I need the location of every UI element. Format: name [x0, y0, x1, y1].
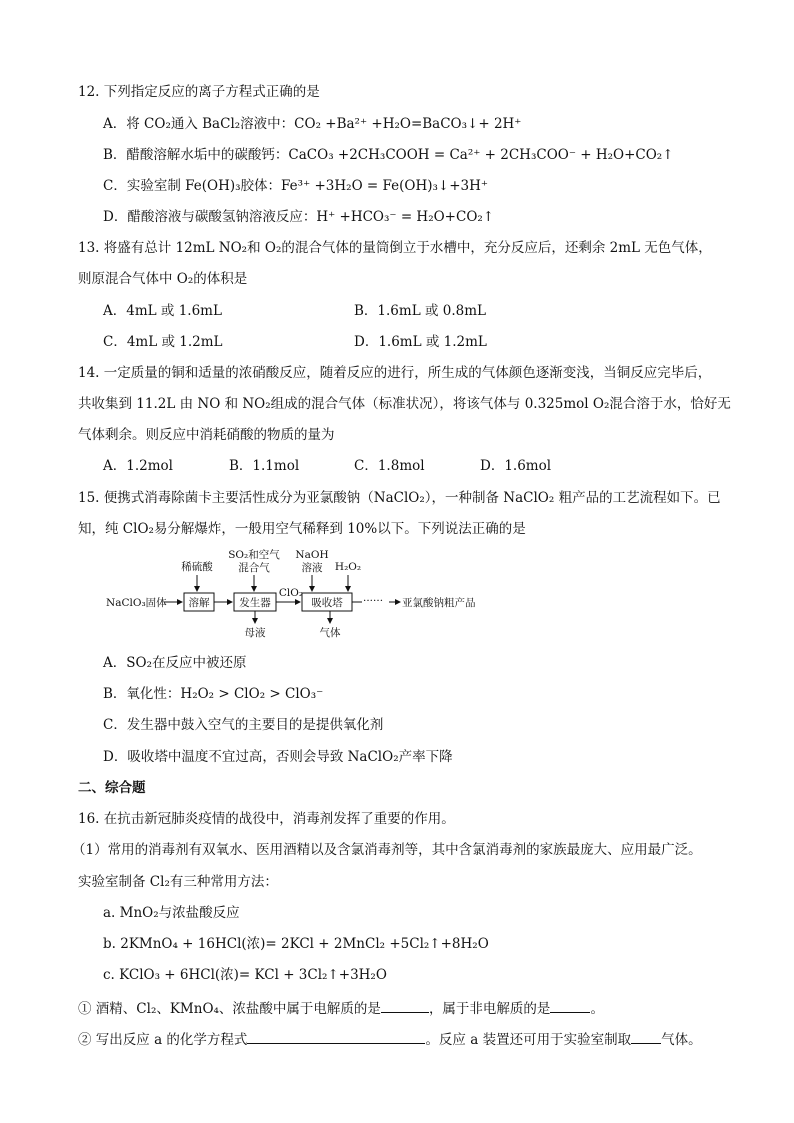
reagent-h2o2: H₂O₂ — [334, 561, 362, 573]
q12-option-d — [103, 208, 494, 226]
item1-text-b: ，属于非电解质的是 — [428, 1001, 551, 1017]
item2-text-a: ② 写出反应 a 的化学方程式 — [78, 1032, 248, 1048]
box-absorber-label: 吸收塔 — [311, 597, 343, 609]
item1-text-a: ① 酒精、Cl₂、KMnO₄、浓盐酸中属于电解质的是 — [78, 1001, 381, 1017]
option-label: D． — [103, 209, 128, 225]
q13-option-a — [103, 302, 222, 320]
input-naclo3-solid: NaClO₃固体 — [106, 597, 167, 609]
q14-option-c — [354, 457, 425, 475]
q13-stem-line2: 则原混合气体中 O₂的体积是 — [78, 271, 248, 287]
dots-continuation: ······ — [363, 595, 384, 607]
q12-stem: 12. 下列指定反应的离子方程式正确的是 — [78, 84, 320, 100]
option-label: B． — [354, 303, 378, 319]
q14-stem-line1: 14. 一定质量的铜和适量的浓硝酸反应，随着反应的进行，所生成的气体颜色逐渐变浅，当铜反应完毕后， — [78, 365, 712, 381]
option-label: A． — [103, 655, 127, 671]
option-text: 醋酸溶解水垢中的碳酸钙：CaCO₃ +2CH₃COOH = Ca²⁺ + 2CH₃COO⁻ + H₂O+CO₂↑ — [126, 147, 674, 163]
option-text: 将 CO₂通入 BaCl₂溶液中：CO₂ +Ba²⁺ +H₂O=BaCO₃↓+ 2H⁺ — [126, 116, 522, 132]
label-clo2: ClO₂ — [278, 587, 304, 599]
product-label: 亚氯酸钠粗产品 — [402, 597, 476, 609]
option-label: C． — [103, 334, 127, 350]
option-text: 氧化性：H₂O₂ > ClO₂ > ClO₃⁻ — [126, 686, 324, 702]
q12-option-c — [103, 177, 488, 195]
q16-part1-line2: 实验室制备 Cl₂有三种常用方法： — [78, 874, 278, 890]
option-text: 吸收塔中温度不宜过高，否则会导致 NaClO₂产率下降 — [127, 749, 453, 765]
option-label: B． — [229, 458, 253, 474]
answer-blank[interactable] — [247, 1029, 425, 1044]
q16-method-b: b. 2KMnO₄ + 16HCl(浓)= 2KCl + 2MnCl₂ +5Cl₂↑+8H₂O — [103, 936, 489, 952]
answer-blank[interactable] — [631, 1029, 661, 1044]
q12-option-a — [103, 115, 521, 133]
option-label: B． — [103, 686, 127, 702]
q13-stem-line1: 13. 将盛有总计 12mL NO₂和 O₂的混合气体的量筒倒立于水槽中，充分反应后，还剩余 2mL 无色气体， — [78, 240, 712, 256]
q16-item2 — [78, 1029, 702, 1049]
option-label: C． — [103, 178, 127, 194]
q13-option-c — [103, 333, 223, 351]
option-label: C． — [103, 717, 127, 733]
reagent-so2-air-line2: 混合气 — [238, 562, 270, 574]
q15-stem-line2: 知，纯 ClO₂易分解爆炸，一般用空气稀释到 10%以下。下列说法正确的是 — [78, 521, 526, 537]
reagent-naoh-line1: NaOH — [295, 549, 329, 561]
q13-option-d — [354, 333, 487, 351]
option-text: 1.6mol — [504, 458, 552, 474]
q15-option-d — [103, 748, 453, 766]
option-label: A． — [103, 116, 127, 132]
option-text: 发生器中鼓入空气的主要目的是提供氧化剂 — [126, 717, 384, 733]
q14-option-d — [480, 457, 551, 475]
q16-item1 — [78, 998, 604, 1018]
option-text: 1.1mol — [252, 458, 300, 474]
item2-text-c: 气体。 — [661, 1032, 702, 1048]
option-label: A． — [103, 303, 127, 319]
q14-stem-line2: 共收集到 11.2L 由 NO 和 NO₂组成的混合气体（标准状况），将该气体与 0.325mol O₂混合溶于水，恰好无 — [78, 396, 731, 412]
q12-option-b — [103, 146, 674, 164]
option-label: D． — [354, 334, 379, 350]
q15-option-c — [103, 716, 383, 734]
option-text: 4mL 或 1.2mL — [126, 334, 223, 350]
output-gas: 气体 — [319, 627, 341, 638]
option-label: C． — [354, 458, 378, 474]
q13-option-b — [354, 302, 486, 320]
option-label: B． — [103, 147, 127, 163]
item2-text-b: 。反应 a 装置还可用于实验室制取 — [425, 1032, 632, 1048]
option-text: 醋酸溶液与碳酸氢钠溶液反应：H⁺ +HCO₃⁻ = H₂O+CO₂↑ — [127, 209, 495, 225]
option-label: D． — [480, 458, 505, 474]
output-mother-liquor: 母液 — [244, 627, 266, 638]
reagent-naoh-line2: 溶液 — [301, 562, 323, 574]
option-text: 实验室制 Fe(OH)₃胶体：Fe³⁺ +3H₂O = Fe(OH)₃↓+3H⁺ — [126, 178, 489, 194]
q14-option-b — [229, 457, 299, 475]
q16-stem: 16. 在抗击新冠肺炎疫情的战役中，消毒剂发挥了重要的作用。 — [78, 811, 455, 827]
item1-text-c: 。 — [590, 1001, 604, 1017]
option-label: A． — [103, 458, 127, 474]
q15-option-b — [103, 685, 323, 703]
q15-stem-line1: 15. 便携式消毒除菌卡主要活性成分为亚氯酸钠（NaClO₂），一种制备 NaClO₂ 粗产品的工艺流程如下。已 — [78, 490, 721, 506]
answer-blank[interactable] — [550, 998, 590, 1013]
option-text: 1.6mL 或 0.8mL — [377, 303, 486, 319]
q16-method-c: c. KClO₃ + 6HCl(浓)= KCl + 3Cl₂↑+3H₂O — [103, 967, 387, 983]
box-dissolve-label: 溶解 — [188, 597, 210, 609]
option-text: 1.6mL 或 1.2mL — [378, 334, 487, 350]
process-flow-diagram — [104, 546, 494, 638]
q14-stem-line3: 气体剩余。则反应中消耗硝酸的物质的量为 — [78, 427, 335, 443]
q16-method-a: a. MnO₂与浓盐酸反应 — [103, 905, 240, 921]
q15-option-a — [103, 654, 246, 672]
answer-blank[interactable] — [381, 998, 429, 1013]
option-text: SO₂在反应中被还原 — [126, 655, 247, 671]
reagent-so2-air-line1: SO₂和空气 — [228, 549, 280, 561]
q14-option-a — [103, 457, 173, 475]
q16-part1-line1: （1）常用的消毒剂有双氧水、医用酒精以及含氯消毒剂等，其中含氯消毒剂的家族最庞大、应用最广泛。 — [72, 842, 702, 858]
option-label: D． — [103, 749, 128, 765]
reagent-dilute-sulfuric-acid: 稀硫酸 — [181, 561, 213, 573]
section-heading: 二、综合题 — [78, 780, 146, 796]
option-text: 1.8mol — [377, 458, 425, 474]
box-generator-label: 发生器 — [239, 597, 271, 609]
option-text: 4mL 或 1.6mL — [126, 303, 222, 319]
option-text: 1.2mol — [126, 458, 173, 474]
